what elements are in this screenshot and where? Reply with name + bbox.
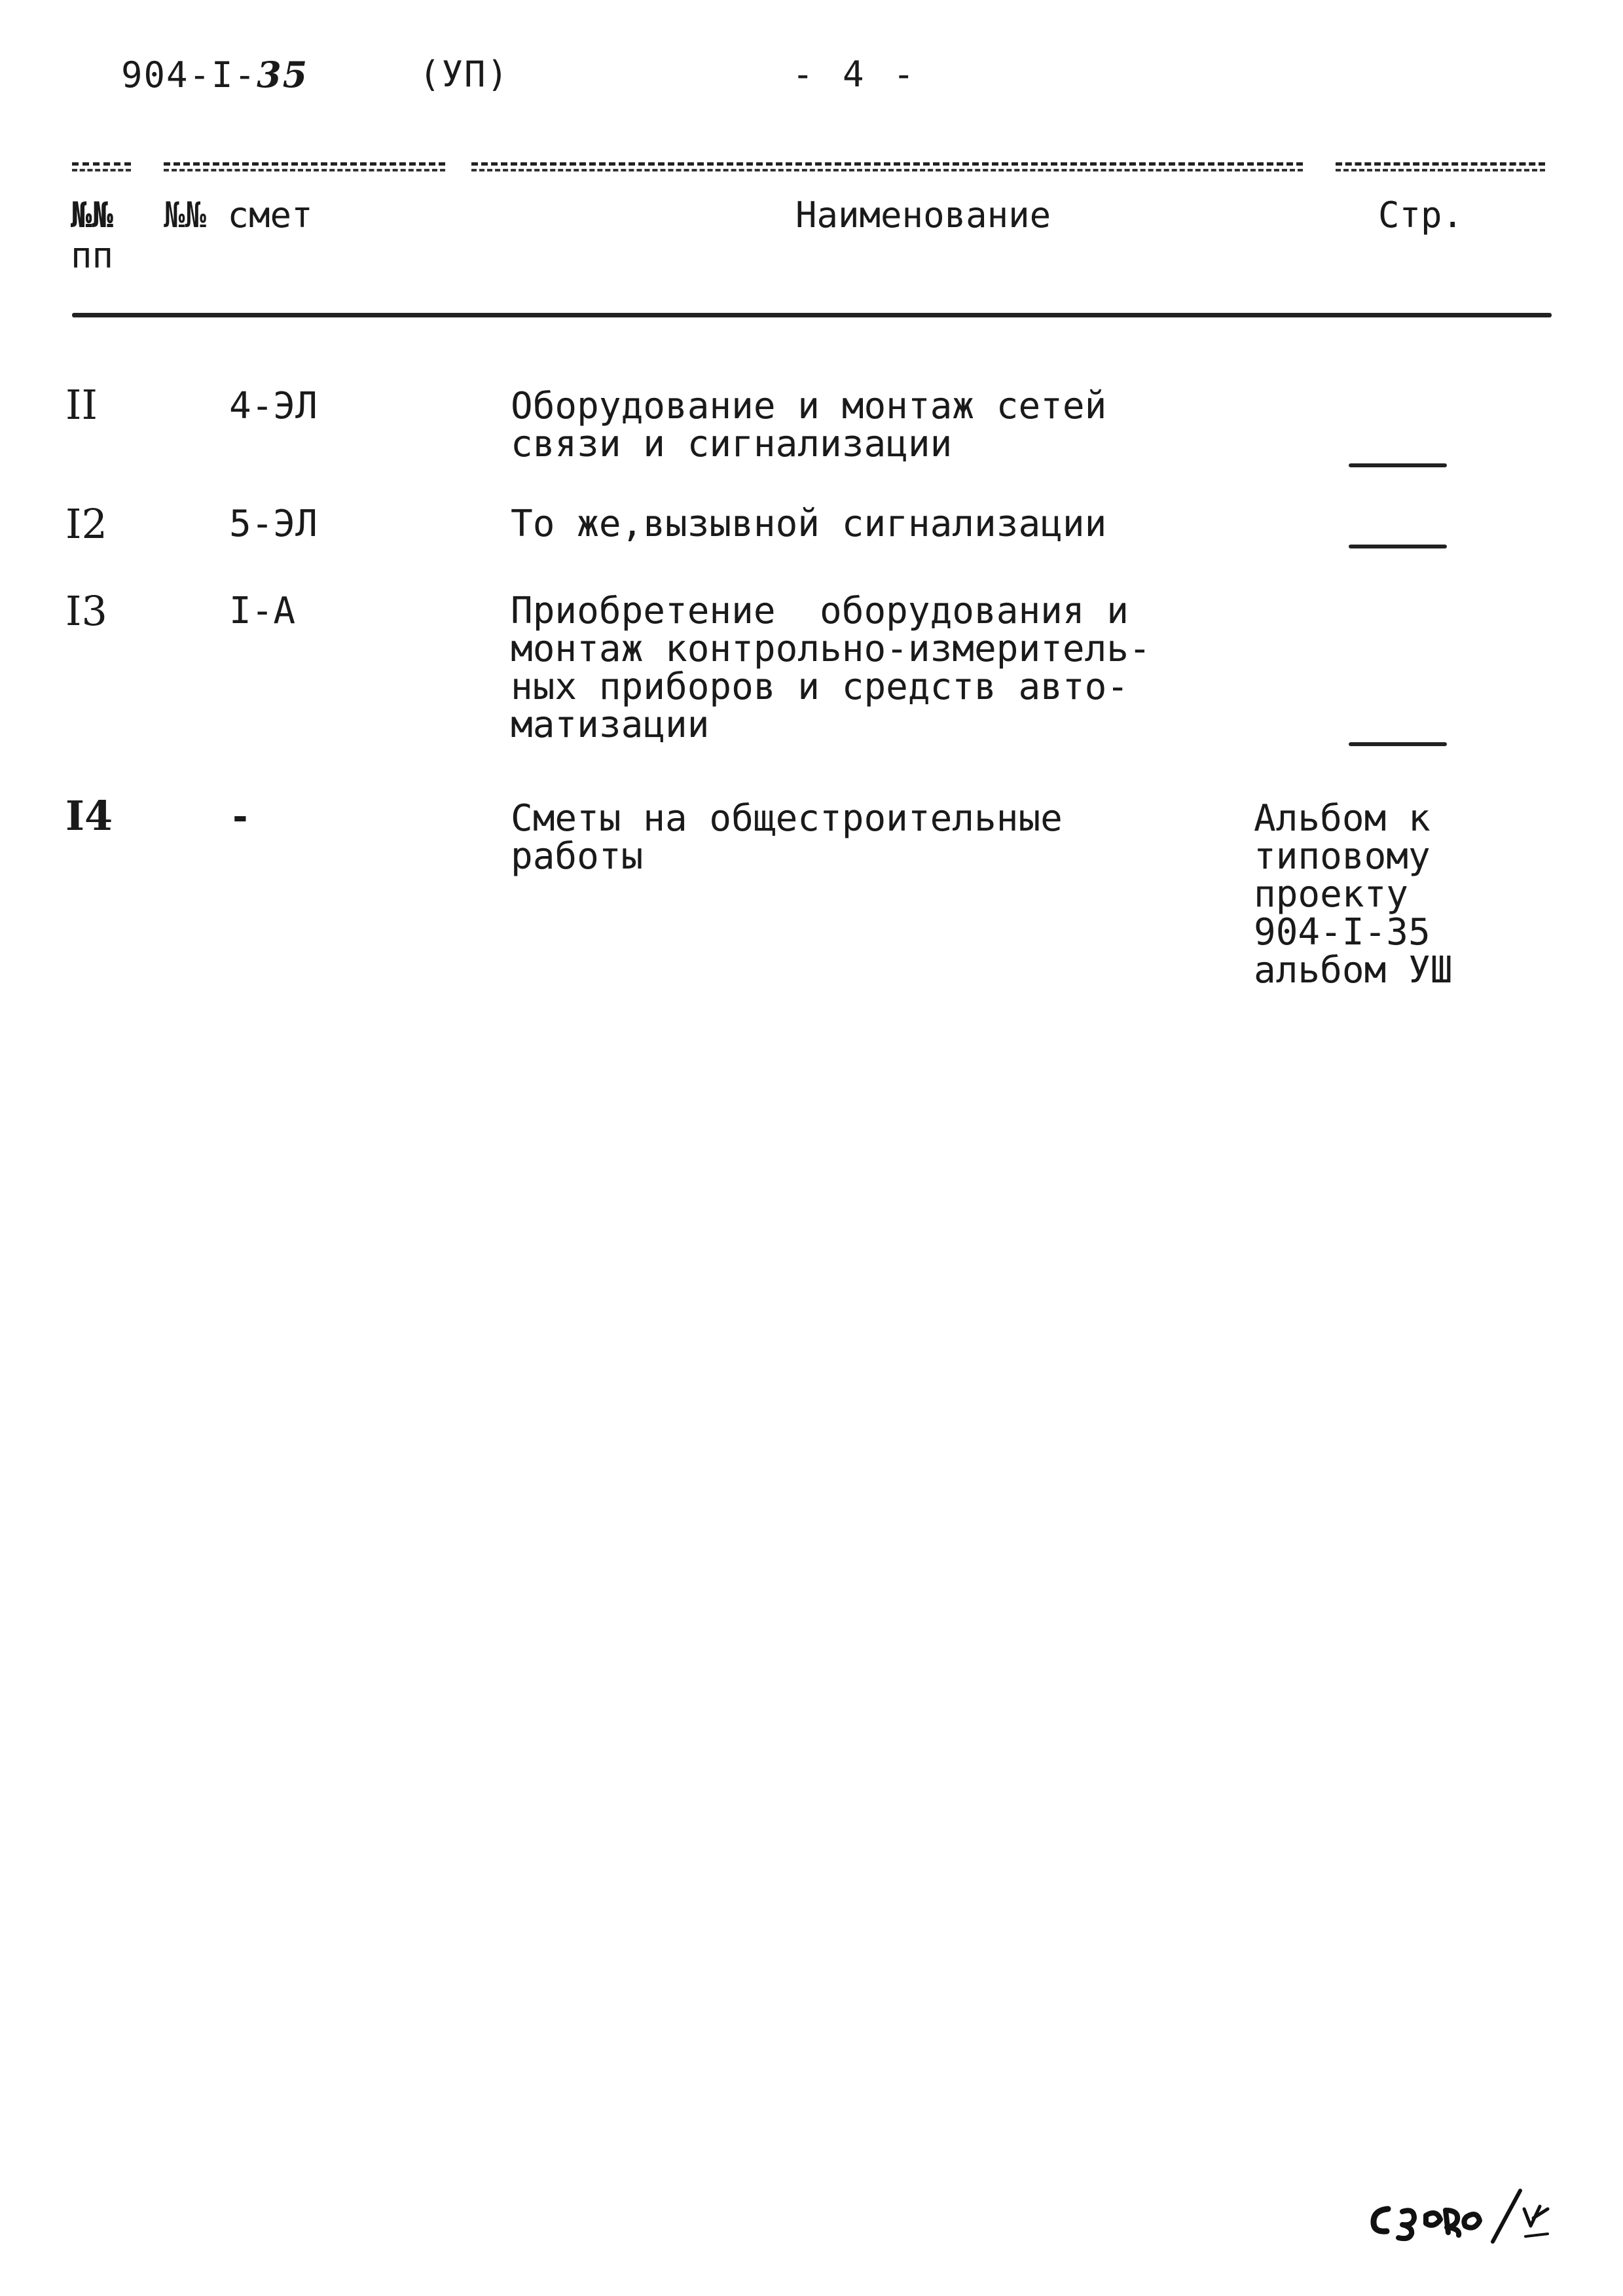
row-num: I4 [65, 792, 113, 840]
row-estimate: - [229, 796, 251, 838]
row-page-line: типовому [1254, 835, 1431, 878]
row-name-line: связи и сигнализации [511, 423, 953, 465]
row-name-line: Приобретение оборудования и [511, 590, 1129, 632]
project-code-number: 35 [257, 54, 309, 96]
row-page-line: проекту [1254, 873, 1409, 916]
album-label: (УП) [419, 54, 510, 95]
row-num: I3 [65, 587, 107, 635]
project-code-prefix: 904-I- [121, 54, 257, 96]
row-num: II [65, 381, 98, 429]
row-name-line: матизации [511, 704, 710, 746]
col-head-num-label: №№ [71, 194, 114, 236]
header-rule-4 [1336, 162, 1545, 166]
row-name-line: Оборудование и монтаж сетей [511, 385, 1107, 427]
col-head-num [71, 195, 113, 276]
header-bottom-rule [72, 313, 1552, 317]
row-estimate: I-А [229, 590, 296, 632]
row-page-dash [1349, 545, 1447, 548]
row-estimate: 5-ЭЛ [229, 503, 318, 545]
header-rule-1 [72, 162, 131, 166]
row-name-line: То же,вызывной сигнализации [511, 503, 1107, 545]
row-name-line: работы [511, 835, 644, 878]
header-rule-4b [1336, 169, 1545, 171]
header-rule-3 [471, 162, 1303, 166]
header-rule-2 [164, 162, 445, 166]
row-name-line: ных приборов и средств авто- [511, 666, 1129, 708]
row-page-dash [1349, 463, 1447, 467]
row-page-dash [1349, 742, 1447, 746]
col-head-page: Стр. [1378, 194, 1464, 236]
header-rule-1b [72, 169, 131, 171]
row-name-line: Сметы на общестроительные [511, 797, 1063, 840]
row-name-line: монтаж контрольно-измеритель- [511, 628, 1151, 670]
project-code [121, 54, 308, 96]
row-page-line: альбом УШ [1254, 949, 1453, 992]
col-head-num-sub: пп [71, 235, 114, 276]
row-num: I2 [65, 500, 107, 548]
row-page-line: 904-I-35 [1254, 911, 1431, 954]
col-head-estimate: №№ смет [164, 194, 313, 236]
row-page-line: Альбом к [1254, 797, 1431, 840]
header-rule-2b [164, 169, 445, 171]
page-number: - 4 - [792, 54, 919, 95]
col-head-name: Наименование [795, 194, 1051, 236]
page-header [0, 26, 1623, 96]
header-rule-3b [471, 169, 1303, 171]
handwritten-stamp [1362, 2183, 1558, 2248]
row-estimate: 4-ЭЛ [229, 385, 318, 427]
